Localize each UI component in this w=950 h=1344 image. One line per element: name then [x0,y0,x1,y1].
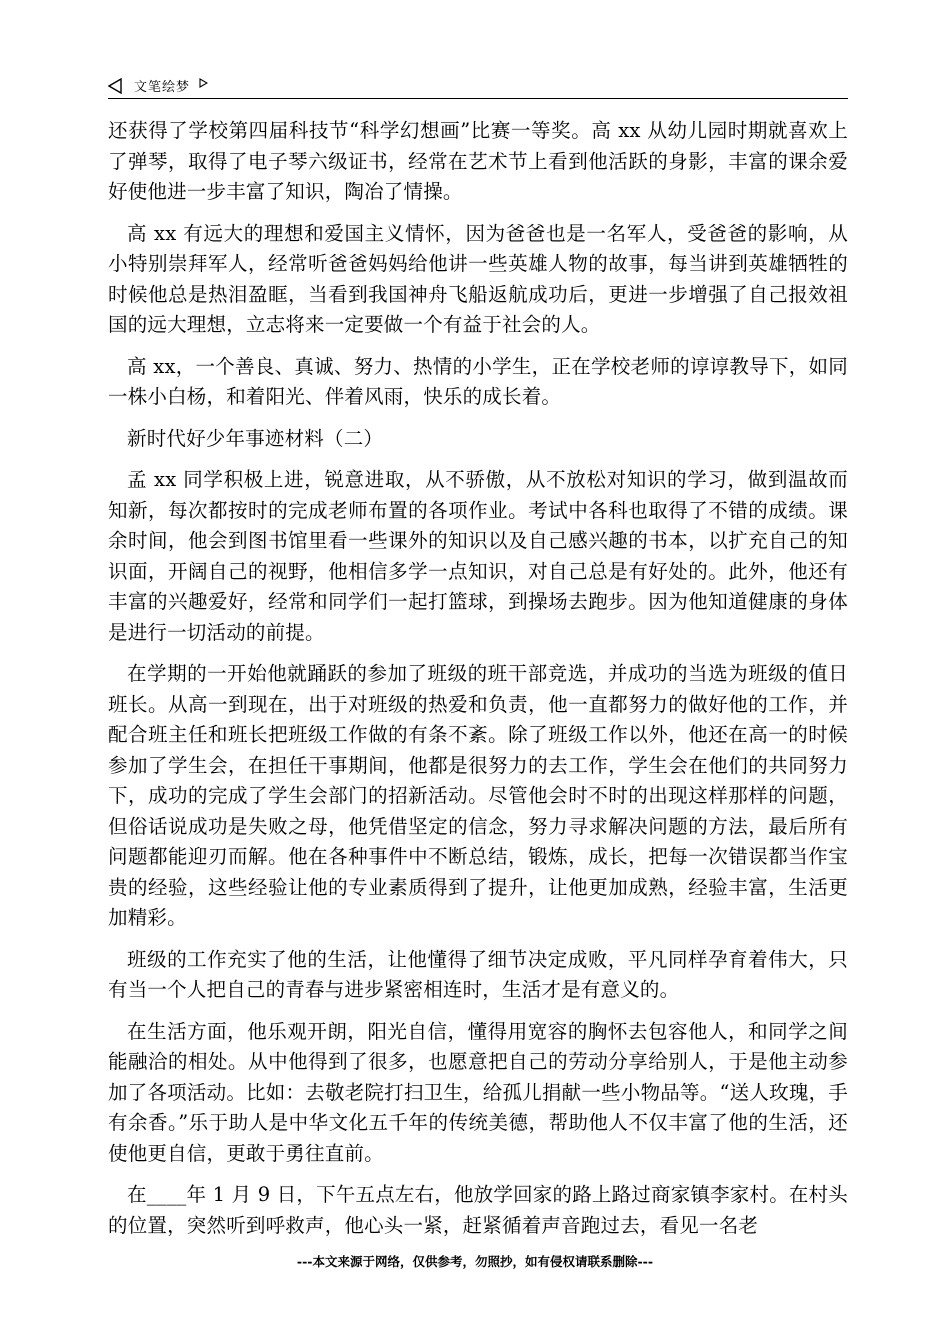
paragraph: 高 xx，一个善良、真诚、努力、热情的小学生，正在学校老师的谆谆教导下，如同一株小白杨，和着阳光、伴着风雨，快乐的成长着。 [108,354,848,408]
paragraph: 孟 xx 同学积极上进，锐意进取，从不骄傲，从不放松对知识的学习，做到温故而知新，每次都按时的完成老师布置的各项作业。考试中各科也取得了不错的成绩。课余时间，他会到图书馆里看一些课外的知识以及自己感兴趣的书本，以扩充自己的知识面，开阔自己的视野，他相信多学一点知识，对自己总是有好处的。此外，他还有丰富的兴趣爱好，经常和同学们一起打篮球，到操场去跑步。因为他知道健康的身体是进行一切活动的前提。 [108,468,848,644]
document-body [108,116,848,1252]
brand-name: 文笔绘梦 [134,80,191,95]
right-triangle-icon [199,78,208,88]
footer-notice: ---本文来源于网络，仅供参考，勿照抄，如有侵权请联系删除--- [296,1254,654,1269]
paragraph: 在____年 1 月 9 日，下午五点左右，他放学回家的路上路过商家镇李家村。在村头的位置，突然听到呼救声，他心头一紧，赶紧循着声音跑过去，看见一名老 [108,1183,849,1237]
paragraph: 在生活方面，他乐观开朗，阳光自信，懂得用宽容的胸怀去包容他人，和同学之间能融洽的相处。从中他得到了很多，也愿意把自己的劳动分享给别人，于是他主动参加了各项活动。比如：去敬老院打扫卫生，给孤儿捐献一些小物品等。“送人玫瑰，手有余香。”乐于助人是中华文化五千年的传统美德，帮助他人不仅丰富了他的生活，还使他更自信，更敢于勇往直前。 [108,1019,848,1165]
paragraph: 新时代好少年事迹材料（二） [127,426,384,450]
paragraph: 高 xx 有远大的理想和爱国主义情怀，因为爸爸也是一名军人，受爸爸的影响，从小特别崇拜军人，经常听爸爸妈妈给他讲一些英雄人物的故事，每当讲到英雄牺牲的时候他总是热泪盈眶，当看到我国神舟飞船返航成功后，更进一步增强了自己报效祖国的远大理想，立志将来一定要做一个有益于社会的人。 [108,221,848,336]
paragraph: 班级的工作充实了他的生活，让他懂得了细节决定成败，平凡同样孕育着伟大，只有当一个人把自己的青春与进步紧密相连时，生活才是有意义的。 [108,947,848,1001]
paragraph: 还获得了学校第四届科技节“科学幻想画”比赛一等奖。高 xx 从幼儿园时期就喜欢上了弹琴，取得了电子琴六级证书，经常在艺术节上看到他活跃的身影，丰富的课余爱好使他进一步丰富了知识，陶冶了情操。 [108,119,848,203]
paragraph: 在学期的一开始他就踊跃的参加了班级的班干部竞选，并成功的当选为班级的值日班长。从高一到现在，出于对班级的热爱和负责，他一直都努力的做好他的工作，并配合班主任和班长把班级工作做的有条不紊。除了班级工作以外，他还在高一的时候参加了学生会，在担任干事期间，他都是很努力的去工作，学生会在他们的共同努力下，成功的完成了学生会部门的招新活动。尽管他会时不时的出现这样那样的问题，但俗话说成功是失败之母，他凭借坚定的信念，努力寻求解决问题的方法，最后所有问题都能迎刃而解。他在各种事件中不断总结，锻炼，成长，把每一次错误都当作宝贵的经验，这些经验让他的专业素质得到了提升，让他更加成熟，经验丰富，生活更加精彩。 [108,662,848,929]
page-header [108,74,848,99]
left-triangle-icon [108,78,122,94]
